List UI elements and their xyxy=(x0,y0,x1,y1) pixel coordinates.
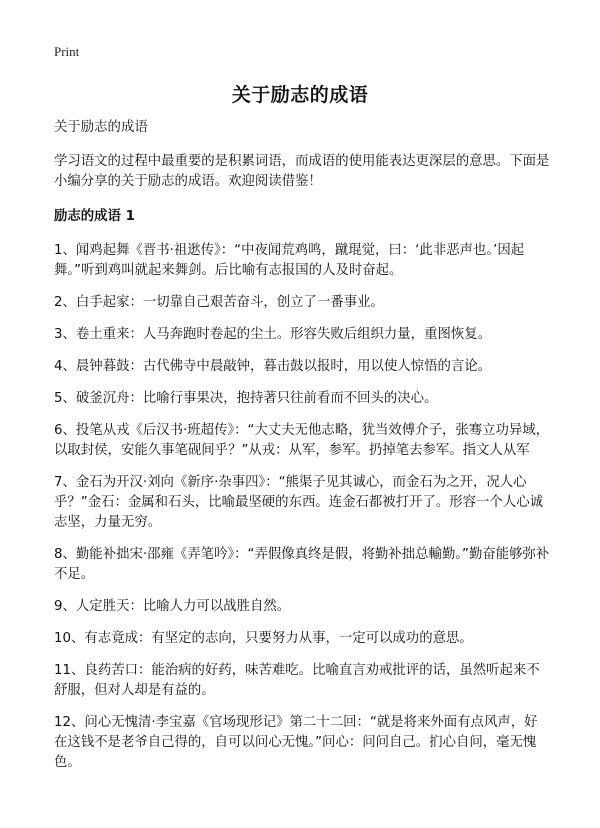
idiom-item-7: 7、金石为开汉·刘向《新序·杂事四》：“熊渠子见其诚心，而金石为之开，况人心乎？”金石：金属和石头，比喻最坚硬的东西。连金石都被打开了。形容一个人心诚志坚，力量无穷。 xyxy=(54,475,543,530)
article-subtitle: 关于励志的成语 xyxy=(54,120,148,135)
idiom-item-2: 2、白手起家：一切靠自己艰苦奋斗，创立了一番事业。 xyxy=(54,295,384,310)
article-body xyxy=(54,118,550,785)
idiom-item-11: 11、良药苦口：能治病的好药，味苦难吃。比喻直言劝戒批评的话，虽然听起来不舒服，但对人却是有益的。 xyxy=(54,663,540,698)
idiom-item-10: 10、有志竟成：有坚定的志向，只要努力从事，一定可以成功的意思。 xyxy=(54,631,473,646)
section-heading: 励志的成语 1 xyxy=(54,209,135,224)
idiom-item-3: 3、卷土重来：人马奔跑时卷起的尘土。形容失败后组织力量，重图恢复。 xyxy=(54,327,492,342)
idiom-item-5: 5、破釜沉舟：比喻行事果决，抱持著只往前看而不回头的决心。 xyxy=(54,391,438,406)
idiom-item-8: 8、勤能补拙宋·邵雍《弄笔吟》：“弄假像真终是假，将勤补拙总輸勤。”勤奋能够弥补不足。 xyxy=(54,547,550,582)
intro-paragraph: 学习语文的过程中最重要的是积累词语，而成语的使用能表达更深层的意思。下面是小编分享的关于励志的成语。欢迎阅读借鉴！ xyxy=(54,154,550,189)
print-link[interactable]: Print xyxy=(54,44,80,59)
idiom-item-4: 4、晨钟暮鼓：古代佛寺中晨敲钟，暮击鼓以报时，用以使人惊悟的言论。 xyxy=(54,359,492,374)
page-title: 关于励志的成语 xyxy=(231,84,369,106)
idiom-item-1: 1、闻鸡起舞《晋书·祖逖传》：“中夜闻荒鸡鸣，蹴琨觉，曰：‘此非恶声也。’因起舞。”听到鸡叫就起来舞剑。后比喻有志报国的人及时奋起。 xyxy=(54,243,525,278)
idiom-item-12: 12、问心无愧清·李宝嘉《官场现形记》第二十二回：“就是将来外面有点风声，好在这钱不是老爷自己得的，自可以问心无愧。”问心：问问自己。扪心自问，毫无愧色。 xyxy=(54,715,538,770)
idiom-item-6: 6、投笔从戎《后汉书·班超传》：“大丈夫无他志略，犹当效傅介子，张骞立功异域，以取封侯，安能久事笔砚间乎？”从戎：从军，参军。扔掉笔去参军。指文人从军 xyxy=(54,423,550,458)
idiom-item-9: 9、人定胜天：比喻人力可以战胜自然。 xyxy=(54,599,291,614)
